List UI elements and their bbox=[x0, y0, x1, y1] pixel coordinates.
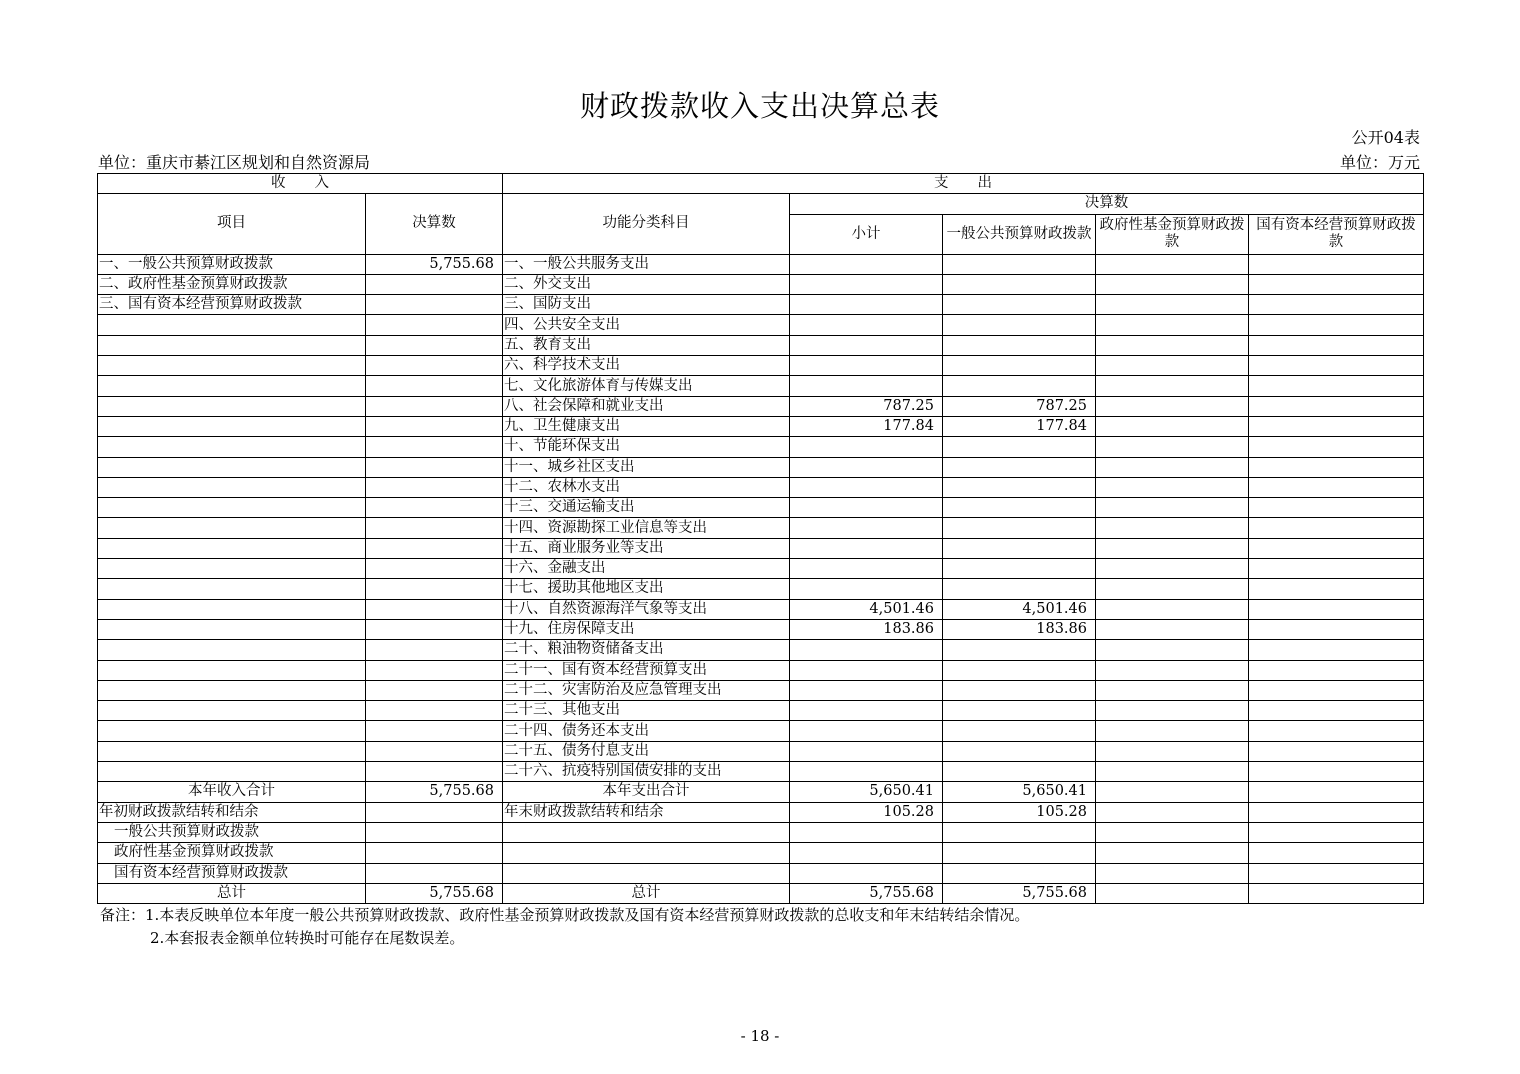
table-row bbox=[98, 315, 1424, 335]
table-row bbox=[98, 295, 1424, 315]
expense-state-capital bbox=[1249, 518, 1424, 538]
table-row bbox=[98, 741, 1424, 761]
expense-item: 一、一般公共服务支出 bbox=[503, 254, 790, 274]
expense-gov-fund bbox=[1096, 274, 1249, 294]
income-item: 一、一般公共预算财政拨款 bbox=[98, 254, 366, 274]
page-title: 财政拨款收入支出决算总表 bbox=[579, 89, 940, 123]
form-code: 公开04表 bbox=[1351, 128, 1420, 147]
expense-subtotal bbox=[790, 741, 943, 761]
expense-subtotal bbox=[790, 437, 943, 457]
expense-subtotal bbox=[790, 701, 943, 721]
income-amount bbox=[366, 640, 503, 660]
expense-general-budget bbox=[943, 254, 1096, 274]
expense-state-capital bbox=[1249, 579, 1424, 599]
income-amount bbox=[366, 559, 503, 579]
expense-gov-fund bbox=[1096, 843, 1249, 863]
table-row bbox=[98, 680, 1424, 700]
table-row bbox=[98, 498, 1424, 518]
expense-gov-fund bbox=[1096, 335, 1249, 355]
table-row bbox=[98, 538, 1424, 558]
expense-state-capital bbox=[1249, 802, 1424, 822]
table-row bbox=[98, 376, 1424, 396]
table-row bbox=[98, 579, 1424, 599]
expense-subtotal bbox=[790, 721, 943, 741]
final-amount-header: 决算数 bbox=[790, 194, 1424, 214]
income-amount bbox=[366, 741, 503, 761]
expense-state-capital bbox=[1249, 599, 1424, 619]
expense-item: 十二、农林水支出 bbox=[503, 477, 790, 497]
expense-general-budget bbox=[943, 376, 1096, 396]
table-row bbox=[98, 640, 1424, 660]
expense-state-capital bbox=[1249, 660, 1424, 680]
expense-item: 十五、商业服务业等支出 bbox=[503, 538, 790, 558]
expense-gov-fund bbox=[1096, 477, 1249, 497]
expense-state-capital bbox=[1249, 782, 1424, 802]
unit-currency: 单位：万元 bbox=[1339, 153, 1420, 172]
expense-gov-fund bbox=[1096, 883, 1249, 903]
expense-item: 六、科学技术支出 bbox=[503, 356, 790, 376]
expense-item bbox=[503, 843, 790, 863]
expense-general-budget bbox=[943, 559, 1096, 579]
income-item bbox=[98, 356, 366, 376]
expense-subtotal bbox=[790, 822, 943, 842]
note-line-1: 备注：1.本表反映单位本年度一般公共预算财政拨款、政府性基金预算财政拨款及国有资本经营预算财政拨款的总收支和年末结转结余情况。 bbox=[100, 906, 1030, 924]
expense-item: 十七、援助其他地区支出 bbox=[503, 579, 790, 599]
expense-subtotal: 4,501.46 bbox=[790, 599, 943, 619]
expense-subtotal bbox=[790, 559, 943, 579]
expense-general-budget bbox=[943, 518, 1096, 538]
expense-gov-fund bbox=[1096, 863, 1249, 883]
expense-item: 十六、金融支出 bbox=[503, 559, 790, 579]
income-amount bbox=[366, 701, 503, 721]
expense-general-budget: 105.28 bbox=[943, 802, 1096, 822]
expense-summary-label: 年末财政拨款结转和结余 bbox=[503, 802, 790, 822]
expense-gov-fund bbox=[1096, 802, 1249, 822]
income-amount bbox=[366, 599, 503, 619]
expense-item: 十一、城乡社区支出 bbox=[503, 457, 790, 477]
expense-subtotal bbox=[790, 680, 943, 700]
income-summary-label: 年初财政拨款结转和结余 bbox=[98, 802, 366, 822]
expense-general-budget bbox=[943, 640, 1096, 660]
expense-subtotal bbox=[790, 660, 943, 680]
expense-item: 二十四、债务还本支出 bbox=[503, 721, 790, 741]
expense-summary-label: 本年支出合计 bbox=[503, 782, 790, 802]
expense-general-budget bbox=[943, 477, 1096, 497]
table-row bbox=[98, 599, 1424, 619]
expense-gov-fund bbox=[1096, 538, 1249, 558]
income-item: 三、国有资本经营预算财政拨款 bbox=[98, 295, 366, 315]
income-item: 二、政府性基金预算财政拨款 bbox=[98, 274, 366, 294]
expense-item: 二、外交支出 bbox=[503, 274, 790, 294]
expense-header: 支 出 bbox=[503, 174, 1424, 194]
income-amount bbox=[366, 660, 503, 680]
expense-gov-fund bbox=[1096, 701, 1249, 721]
income-amount bbox=[366, 274, 503, 294]
expense-gov-fund bbox=[1096, 579, 1249, 599]
income-amount bbox=[366, 538, 503, 558]
gov-fund-header: 政府性基金预算财政拨款 bbox=[1096, 214, 1249, 254]
table-row bbox=[98, 477, 1424, 497]
expense-subtotal bbox=[790, 843, 943, 863]
expense-item: 九、卫生健康支出 bbox=[503, 416, 790, 436]
carryover-sub-amount bbox=[366, 822, 503, 842]
expense-gov-fund bbox=[1096, 254, 1249, 274]
state-capital-header: 国有资本经营预算财政拨款 bbox=[1249, 214, 1424, 254]
expense-subtotal bbox=[790, 579, 943, 599]
expense-gov-fund bbox=[1096, 416, 1249, 436]
income-item bbox=[98, 376, 366, 396]
expense-gov-fund bbox=[1096, 619, 1249, 639]
expense-item: 二十五、债务付息支出 bbox=[503, 741, 790, 761]
expense-gov-fund bbox=[1096, 315, 1249, 335]
expense-item: 二十一、国有资本经营预算支出 bbox=[503, 660, 790, 680]
expense-general-budget: 5,755.68 bbox=[943, 883, 1096, 903]
expense-state-capital bbox=[1249, 762, 1424, 782]
income-amount bbox=[366, 396, 503, 416]
income-amount: 5,755.68 bbox=[366, 254, 503, 274]
table-row bbox=[98, 457, 1424, 477]
expense-item: 十、节能环保支出 bbox=[503, 437, 790, 457]
function-subject-header: 功能分类科目 bbox=[503, 194, 790, 254]
income-item bbox=[98, 660, 366, 680]
income-amount bbox=[366, 619, 503, 639]
table-row bbox=[98, 762, 1424, 782]
table-row bbox=[98, 335, 1424, 355]
income-amount bbox=[366, 498, 503, 518]
expense-gov-fund bbox=[1096, 822, 1249, 842]
expense-subtotal: 787.25 bbox=[790, 396, 943, 416]
carryover-sub-amount bbox=[366, 863, 503, 883]
income-amount bbox=[366, 376, 503, 396]
income-amount bbox=[366, 295, 503, 315]
income-amount bbox=[366, 315, 503, 335]
expense-state-capital bbox=[1249, 437, 1424, 457]
expense-general-budget bbox=[943, 295, 1096, 315]
expense-state-capital bbox=[1249, 315, 1424, 335]
expense-general-budget bbox=[943, 315, 1096, 335]
expense-gov-fund bbox=[1096, 660, 1249, 680]
expense-state-capital bbox=[1249, 274, 1424, 294]
expense-general-budget: 4,501.46 bbox=[943, 599, 1096, 619]
expense-item: 五、教育支出 bbox=[503, 335, 790, 355]
expense-state-capital bbox=[1249, 741, 1424, 761]
expense-subtotal bbox=[790, 863, 943, 883]
expense-item: 二十、粮油物资储备支出 bbox=[503, 640, 790, 660]
expense-item: 十九、住房保障支出 bbox=[503, 619, 790, 639]
expense-general-budget bbox=[943, 356, 1096, 376]
income-amount bbox=[366, 437, 503, 457]
expense-state-capital bbox=[1249, 640, 1424, 660]
income-item bbox=[98, 335, 366, 355]
expense-state-capital bbox=[1249, 680, 1424, 700]
income-summary-amount: 5,755.68 bbox=[366, 782, 503, 802]
expense-gov-fund bbox=[1096, 437, 1249, 457]
expense-state-capital bbox=[1249, 822, 1424, 842]
income-item bbox=[98, 315, 366, 335]
expense-state-capital bbox=[1249, 701, 1424, 721]
expense-gov-fund bbox=[1096, 762, 1249, 782]
expense-general-budget bbox=[943, 680, 1096, 700]
expense-general-budget bbox=[943, 762, 1096, 782]
income-amount bbox=[366, 356, 503, 376]
expense-gov-fund bbox=[1096, 721, 1249, 741]
expense-state-capital bbox=[1249, 538, 1424, 558]
table-row bbox=[98, 701, 1424, 721]
expense-item: 十八、自然资源海洋气象等支出 bbox=[503, 599, 790, 619]
expense-gov-fund bbox=[1096, 498, 1249, 518]
expense-state-capital bbox=[1249, 295, 1424, 315]
expense-general-budget bbox=[943, 335, 1096, 355]
table-row bbox=[98, 822, 1424, 842]
expense-general-budget bbox=[943, 822, 1096, 842]
expense-subtotal bbox=[790, 498, 943, 518]
income-item bbox=[98, 437, 366, 457]
carryover-sub-label: 政府性基金预算财政拨款 bbox=[98, 843, 366, 863]
table-row bbox=[98, 437, 1424, 457]
income-amount bbox=[366, 457, 503, 477]
table-row bbox=[98, 254, 1424, 274]
table-row bbox=[98, 396, 1424, 416]
income-item bbox=[98, 457, 366, 477]
expense-item: 十四、资源勘探工业信息等支出 bbox=[503, 518, 790, 538]
carryover-sub-label: 国有资本经营预算财政拨款 bbox=[98, 863, 366, 883]
expense-gov-fund bbox=[1096, 680, 1249, 700]
expense-subtotal bbox=[790, 457, 943, 477]
expense-subtotal: 105.28 bbox=[790, 802, 943, 822]
expense-general-budget bbox=[943, 741, 1096, 761]
expense-gov-fund bbox=[1096, 640, 1249, 660]
expense-general-budget bbox=[943, 457, 1096, 477]
unit-name: 单位：重庆市綦江区规划和自然资源局 bbox=[98, 153, 371, 172]
expense-subtotal: 5,650.41 bbox=[790, 782, 943, 802]
expense-state-capital bbox=[1249, 396, 1424, 416]
expense-state-capital bbox=[1249, 376, 1424, 396]
expense-item: 二十二、灾害防治及应急管理支出 bbox=[503, 680, 790, 700]
income-item bbox=[98, 640, 366, 660]
note-line-2: 2.本套报表金额单位转换时可能存在尾数误差。 bbox=[150, 929, 465, 947]
income-item bbox=[98, 579, 366, 599]
expense-general-budget bbox=[943, 437, 1096, 457]
expense-gov-fund bbox=[1096, 376, 1249, 396]
expense-state-capital bbox=[1249, 254, 1424, 274]
income-item bbox=[98, 518, 366, 538]
income-item bbox=[98, 599, 366, 619]
expense-gov-fund bbox=[1096, 396, 1249, 416]
income-item bbox=[98, 498, 366, 518]
expense-general-budget bbox=[943, 863, 1096, 883]
income-header: 收 入 bbox=[98, 174, 503, 194]
expense-general-budget bbox=[943, 498, 1096, 518]
expense-general-budget bbox=[943, 538, 1096, 558]
expense-subtotal: 5,755.68 bbox=[790, 883, 943, 903]
expense-item: 二十六、抗疫特别国债安排的支出 bbox=[503, 762, 790, 782]
income-item bbox=[98, 538, 366, 558]
income-summary-amount bbox=[366, 802, 503, 822]
expense-general-budget: 787.25 bbox=[943, 396, 1096, 416]
table-row bbox=[98, 883, 1424, 903]
expense-subtotal bbox=[790, 356, 943, 376]
expense-item: 三、国防支出 bbox=[503, 295, 790, 315]
table-body bbox=[98, 254, 1424, 904]
expense-subtotal bbox=[790, 762, 943, 782]
expense-state-capital bbox=[1249, 356, 1424, 376]
expense-subtotal bbox=[790, 538, 943, 558]
expense-state-capital bbox=[1249, 559, 1424, 579]
expense-gov-fund bbox=[1096, 782, 1249, 802]
table-row bbox=[98, 863, 1424, 883]
page-number: - 18 - bbox=[740, 1027, 780, 1045]
expense-state-capital bbox=[1249, 883, 1424, 903]
income-summary-amount: 5,755.68 bbox=[366, 883, 503, 903]
income-item bbox=[98, 762, 366, 782]
income-amount bbox=[366, 518, 503, 538]
income-item bbox=[98, 416, 366, 436]
expense-gov-fund bbox=[1096, 457, 1249, 477]
expense-general-budget bbox=[943, 579, 1096, 599]
expense-state-capital bbox=[1249, 335, 1424, 355]
table-row bbox=[98, 416, 1424, 436]
expense-general-budget bbox=[943, 701, 1096, 721]
item-header: 项目 bbox=[98, 194, 366, 254]
expense-subtotal bbox=[790, 477, 943, 497]
expense-general-budget: 177.84 bbox=[943, 416, 1096, 436]
expense-subtotal bbox=[790, 335, 943, 355]
carryover-sub-amount bbox=[366, 843, 503, 863]
income-summary-label: 总计 bbox=[98, 883, 366, 903]
income-amount bbox=[366, 762, 503, 782]
expense-subtotal bbox=[790, 376, 943, 396]
expense-gov-fund bbox=[1096, 741, 1249, 761]
expense-item: 十三、交通运输支出 bbox=[503, 498, 790, 518]
expense-general-budget bbox=[943, 274, 1096, 294]
expense-item bbox=[503, 863, 790, 883]
table-row bbox=[98, 518, 1424, 538]
amount-header: 决算数 bbox=[366, 194, 503, 254]
subtotal-header: 小计 bbox=[790, 214, 943, 254]
expense-general-budget bbox=[943, 721, 1096, 741]
expense-gov-fund bbox=[1096, 559, 1249, 579]
expense-gov-fund bbox=[1096, 518, 1249, 538]
table-row bbox=[98, 559, 1424, 579]
income-amount bbox=[366, 416, 503, 436]
expense-gov-fund bbox=[1096, 599, 1249, 619]
general-budget-header: 一般公共预算财政拨款 bbox=[943, 214, 1096, 254]
expense-gov-fund bbox=[1096, 356, 1249, 376]
table-row bbox=[98, 843, 1424, 863]
income-amount bbox=[366, 721, 503, 741]
expense-state-capital bbox=[1249, 477, 1424, 497]
expense-state-capital bbox=[1249, 721, 1424, 741]
expense-subtotal bbox=[790, 254, 943, 274]
income-amount bbox=[366, 579, 503, 599]
expense-summary-label: 总计 bbox=[503, 883, 790, 903]
expense-item: 四、公共安全支出 bbox=[503, 315, 790, 335]
income-item bbox=[98, 619, 366, 639]
expense-state-capital bbox=[1249, 843, 1424, 863]
income-item bbox=[98, 559, 366, 579]
income-item bbox=[98, 741, 366, 761]
expense-subtotal: 177.84 bbox=[790, 416, 943, 436]
income-amount bbox=[366, 477, 503, 497]
income-item bbox=[98, 701, 366, 721]
income-amount bbox=[366, 335, 503, 355]
expense-general-budget bbox=[943, 660, 1096, 680]
income-summary-label: 本年收入合计 bbox=[98, 782, 366, 802]
expense-general-budget: 5,650.41 bbox=[943, 782, 1096, 802]
expense-item: 八、社会保障和就业支出 bbox=[503, 396, 790, 416]
income-item bbox=[98, 680, 366, 700]
expense-gov-fund bbox=[1096, 295, 1249, 315]
income-item bbox=[98, 721, 366, 741]
expense-item: 七、文化旅游体育与传媒支出 bbox=[503, 376, 790, 396]
table-row bbox=[98, 721, 1424, 741]
carryover-sub-label: 一般公共预算财政拨款 bbox=[98, 822, 366, 842]
income-amount bbox=[366, 680, 503, 700]
expense-general-budget bbox=[943, 843, 1096, 863]
expense-general-budget: 183.86 bbox=[943, 619, 1096, 639]
expense-subtotal bbox=[790, 640, 943, 660]
expense-item: 二十三、其他支出 bbox=[503, 701, 790, 721]
income-item bbox=[98, 477, 366, 497]
income-item bbox=[98, 396, 366, 416]
table-row bbox=[98, 802, 1424, 822]
expense-subtotal bbox=[790, 518, 943, 538]
expense-subtotal bbox=[790, 274, 943, 294]
expense-item bbox=[503, 822, 790, 842]
expense-state-capital bbox=[1249, 619, 1424, 639]
table-row bbox=[98, 356, 1424, 376]
notes bbox=[100, 904, 1029, 950]
expense-subtotal bbox=[790, 295, 943, 315]
table-row bbox=[98, 660, 1424, 680]
expense-state-capital bbox=[1249, 416, 1424, 436]
expense-state-capital bbox=[1249, 457, 1424, 477]
expense-state-capital bbox=[1249, 863, 1424, 883]
financial-table bbox=[97, 173, 1424, 904]
table-row bbox=[98, 274, 1424, 294]
table-row bbox=[98, 782, 1424, 802]
expense-subtotal: 183.86 bbox=[790, 619, 943, 639]
table-row bbox=[98, 619, 1424, 639]
expense-state-capital bbox=[1249, 498, 1424, 518]
expense-subtotal bbox=[790, 315, 943, 335]
